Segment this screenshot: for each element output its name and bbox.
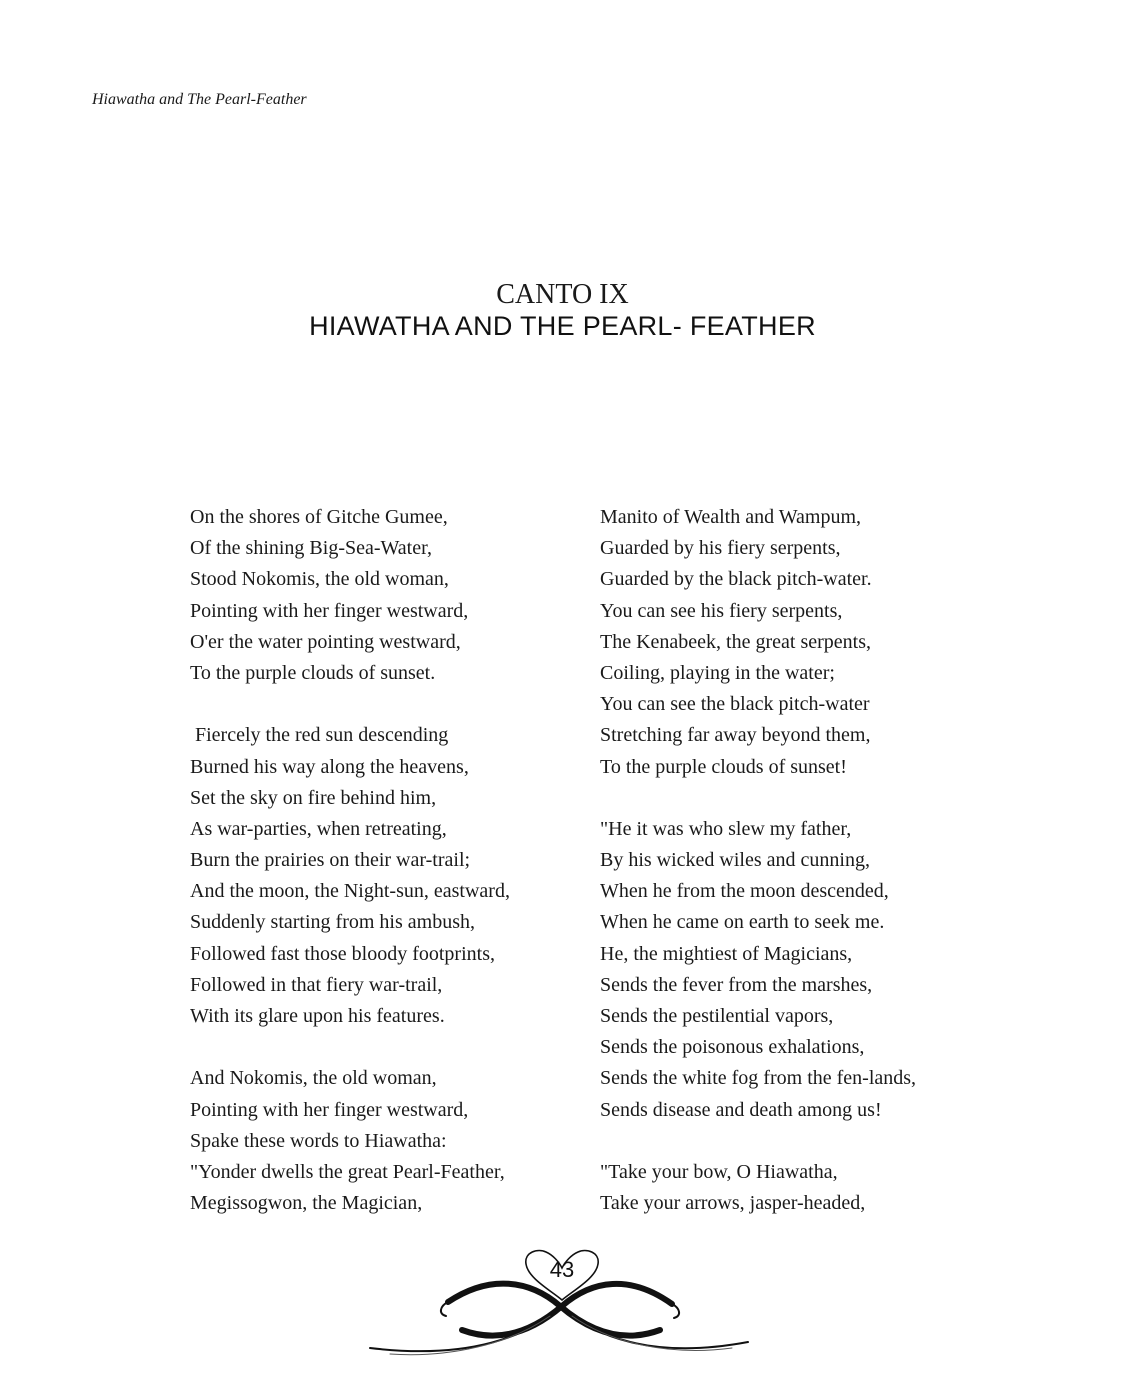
poem-line: To the purple clouds of sunset. xyxy=(190,661,436,684)
poem-line: By his wicked wiles and cunning, xyxy=(600,849,870,872)
stanza xyxy=(190,502,580,689)
poem-line: Sends the white fog from the fen-lands, xyxy=(600,1067,917,1090)
poem-line: Spake these words to Hiawatha: xyxy=(190,1129,447,1152)
poem-line: When he from the moon descended, xyxy=(600,880,889,903)
poem-line: Burned his way along the heavens, xyxy=(190,755,469,778)
poem-line: Pointing with her finger westward, xyxy=(190,599,469,622)
poem-line: And the moon, the Night-sun, eastward, xyxy=(190,880,510,903)
poem-line: Suddenly starting from his ambush, xyxy=(190,911,475,934)
stanza xyxy=(190,720,580,1032)
poem-line: Guarded by his fiery serpents, xyxy=(600,537,841,560)
poem-line: Sends the pestilential vapors, xyxy=(600,1005,834,1027)
poem-line: Stretching far away beyond them, xyxy=(600,724,871,747)
poem-line: Sends the poisonous exhalations, xyxy=(600,1036,865,1059)
stanza xyxy=(600,502,990,783)
poem-line: Burn the prairies on their war-trail; xyxy=(190,849,471,872)
poem-line: When he came on earth to seek me. xyxy=(600,911,885,934)
poem-line: Pointing with her finger westward, xyxy=(190,1098,469,1121)
stanza xyxy=(600,1157,990,1219)
poem-line: You can see his fiery serpents, xyxy=(600,599,843,622)
canto-label: CANTO IX xyxy=(496,279,629,310)
poem-line: And Nokomis, the old woman, xyxy=(190,1067,437,1090)
poem-line: The Kenabeek, the great serpents, xyxy=(600,630,871,653)
poem-line: Set the sky on fire behind him, xyxy=(190,786,437,809)
poem-line: Coiling, playing in the water; xyxy=(600,661,835,684)
poem-line: Fiercely the red sun descending xyxy=(190,724,449,747)
poem-line: Sends disease and death among us! xyxy=(600,1098,882,1121)
poem-line: O'er the water pointing westward, xyxy=(190,630,461,653)
poem-line: Take your arrows, jasper-headed, xyxy=(600,1192,866,1215)
poem-column-right xyxy=(600,502,990,1219)
poem-line: Megissogwon, the Magician, xyxy=(190,1192,423,1215)
poem-line: Guarded by the black pitch-water. xyxy=(600,568,872,591)
poem-line: With its glare upon his features. xyxy=(190,1005,445,1027)
poem-line: "Yonder dwells the great Pearl-Feather, xyxy=(190,1160,505,1183)
poem-line: As war-parties, when retreating, xyxy=(190,817,447,840)
poem-line: He, the mightiest of Magicians, xyxy=(600,942,853,965)
poem-line: Stood Nokomis, the old woman, xyxy=(190,568,449,591)
poem-line: Sends the fever from the marshes, xyxy=(600,973,873,996)
poem-line: On the shores of Gitche Gumee, xyxy=(190,506,448,528)
poem-line: To the purple clouds of sunset! xyxy=(600,755,847,778)
running-header: Hiawatha and The Pearl-Feather xyxy=(92,91,307,108)
stanza xyxy=(190,1063,580,1219)
poem-line: Manito of Wealth and Wampum, xyxy=(600,506,861,528)
poem-line: "He it was who slew my father, xyxy=(600,817,852,840)
page-number: 43 xyxy=(549,1257,575,1282)
poem-line: You can see the black pitch-water xyxy=(600,693,870,716)
title-block xyxy=(0,280,1125,342)
poem-line: Followed in that fiery war-trail, xyxy=(190,973,443,996)
canto-title: HIAWATHA AND THE PEARL- FEATHER xyxy=(309,311,816,341)
poem-column-left xyxy=(190,502,580,1219)
poem-line: Followed fast those bloody footprints, xyxy=(190,942,495,965)
poem-line: "Take your bow, O Hiawatha, xyxy=(600,1160,838,1183)
stanza xyxy=(600,814,990,1126)
poem-line: Of the shining Big-Sea-Water, xyxy=(190,537,432,560)
